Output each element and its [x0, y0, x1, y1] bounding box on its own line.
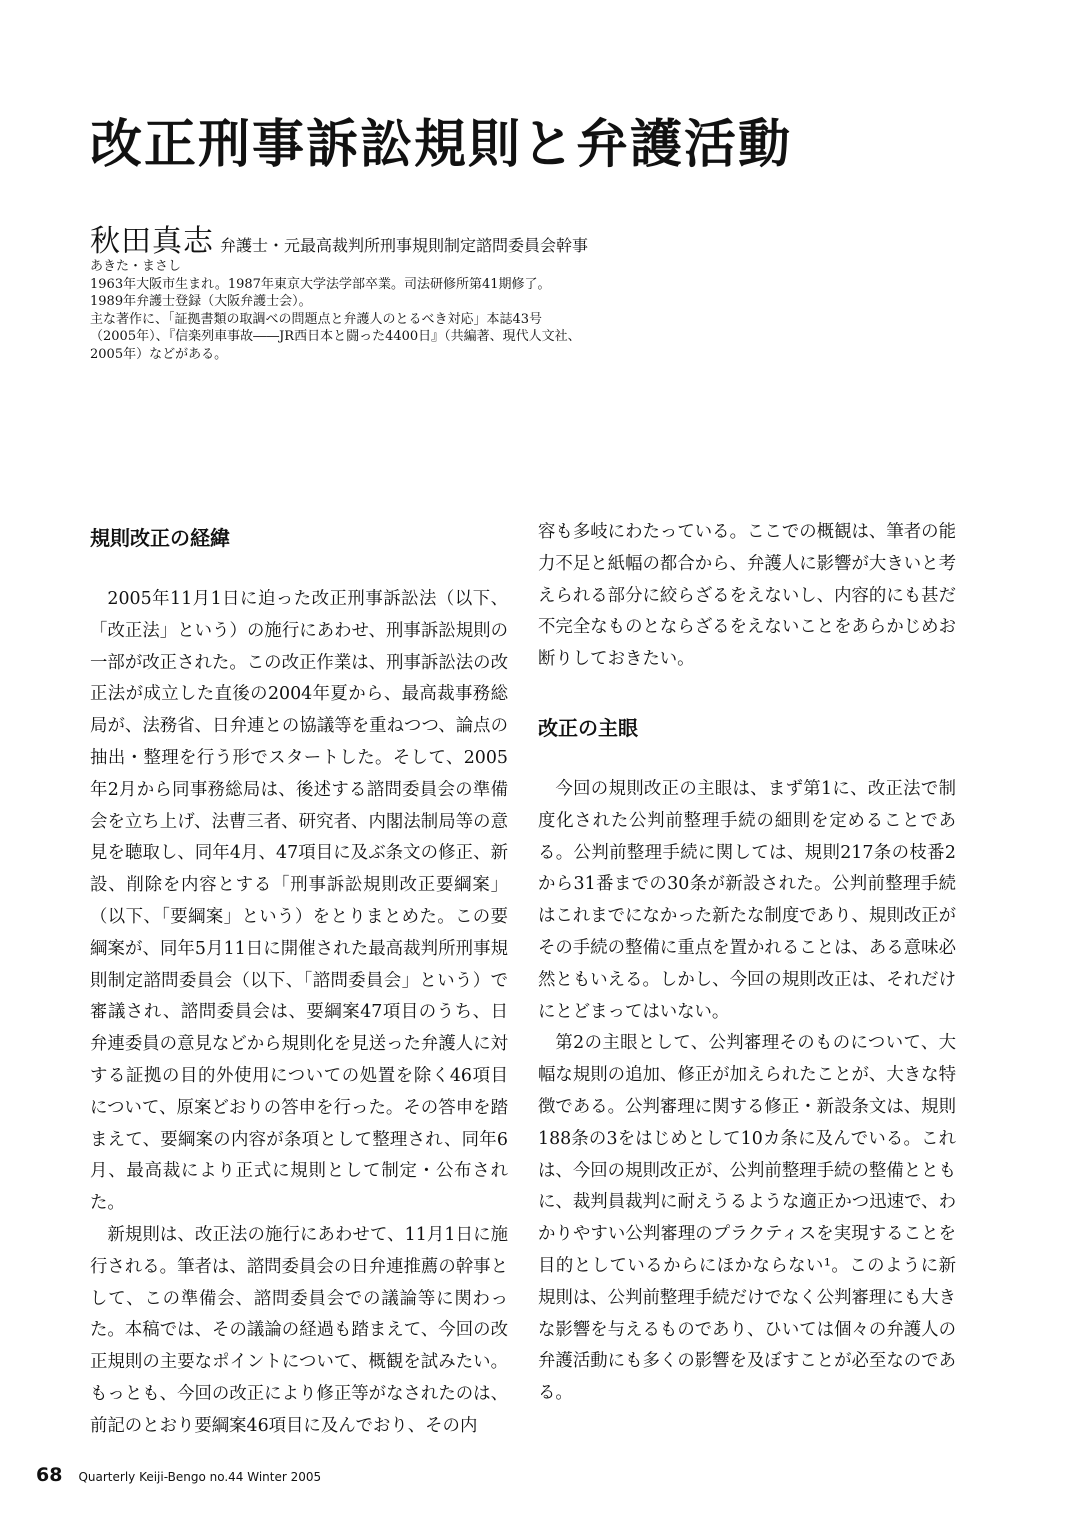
body-paragraph: 第2の主眼として、公判審理そのものについて、大幅な規則の追加、修正が加えられたことが、大きな特徴である。公判審理に関する修正・新設条文は、規則188条の3をはじめとして10カ条に及んでいる。これは、今回の規則改正が、公判前整理手続の整備とともに、裁判員裁判に耐えうるような適正かつ迅速で、わかりやすい公判審理のプラクティスを実現することを目的としているからにほかならない¹。このように新規則は、公判前整理手続だけでなく公判審理にも大きな影響を与えるものであり、ひいては個々の弁護人の弁護活動にも多くの影響を及ぼすことが必至なのである。 — [538, 1033, 956, 1404]
author-line — [90, 216, 588, 260]
bio-line: 2005年）などがある。 — [90, 346, 228, 362]
article-title: 改正刑事訴訟規則と弁護活動 — [90, 115, 793, 175]
left-column — [90, 518, 508, 1443]
journal-name: Quarterly Keiji-Bengo no.44 Winter 2005 — [78, 1470, 322, 1484]
body-paragraph-continued: 容も多岐にわたっている。ここでの概観は、筆者の能力不足と紙幅の都合から、弁護人に影響が大きいと考えられる部分に絞らざるをえないし、内容的にも甚だ不完全なものとならざるをえないことをあらかじめお断りしておきたい。 — [538, 522, 956, 670]
bio-line: （2005年）、『信楽列車事故――JR西日本と闘った4400日』（共編著、現代人文社、 — [90, 329, 581, 344]
body-paragraph: 新規則は、改正法の施行にあわせて、11月1日に施行される。筆者は、諮問委員会の日弁連推薦の幹事として、この準備会、諮問委員会での議論等に関わった。本稿では、その議論の経過も踏まえて、今回の改正規則の主要なポイントについて、概観を試みたい。もっとも、今回の改正により修正等がなされたのは、前記のとおり要綱案46項目に及んでおり、その内 — [90, 1224, 508, 1436]
body-paragraph: 今回の規則改正の主眼は、まず第1に、改正法で制度化された公判前整理手続の細則を定めることである。公判前整理手続に関しては、規則217条の枝番2から31番までの30条が新設された。公判前整理手続はこれまでになかった新たな制度であり、規則改正がその手続の整備に重点を置かれることは、ある意味必然ともいえる。しかし、今回の規則改正は、それだけにとどまってはいない。 — [538, 778, 956, 1022]
author-name: 秋田真志 — [90, 224, 214, 259]
section-heading: 規則改正の経緯 — [90, 526, 230, 550]
right-column — [538, 517, 956, 1410]
page-number: 68 — [36, 1464, 63, 1486]
bio-line: 1963年大阪市生まれ。1987年東京大学法学部卒業。司法研修所第41期修了。 — [90, 276, 551, 292]
author-bio — [90, 258, 620, 363]
bio-line: 1989年弁護士登録（大阪弁護士会）。 — [90, 294, 312, 309]
body-paragraph: 2005年11月1日に迫った改正刑事訴訟法（以下、「改正法」という）の施行にあわせ、刑事訴訟規則の一部が改正された。この改正作業は、刑事訴訟法の改正法が成立した直後の2004年夏から、最高裁事務総局が、法務省、日弁連との協議等を重ねつつ、論点の抽出・整理を行う形でスタートした。そして、2005年2月から同事務総局は、後述する諮問委員会の準備会を立ち上げ、法曹三者、研究者、内閣法制局等の意見を聴取し、同年4月、47項目に及ぶ条文の修正、新設、削除を内容とする「刑事訴訟規則改正要綱案」（以下、「要綱案」という）をとりまとめた。この要綱案が、同年5月11日に開催された最高裁判所刑事規則制定諮問委員会（以下、「諮問委員会」という）で審議され、諮問委員会は、要綱案47項目のうち、日弁連委員の意見などから規則化を見送った弁護人に対する証拠の目的外使用についての処置を除く46項目について、原案どおりの答申を行った。その答申を踏まえて、要綱案の内容が条項として整理され、同年6月、最高裁により正式に規則として制定・公布された。 — [90, 589, 508, 1214]
bio-line: 主な著作に、「証拠書類の取調べの問題点と弁護人のとるべき対応」本誌43号 — [90, 311, 543, 327]
section-heading: 改正の主眼 — [538, 715, 638, 740]
author-role: 弁護士・元最高裁判所刑事規則制定諮問委員会幹事 — [220, 236, 589, 255]
page-footer — [36, 1464, 321, 1486]
bio-line: あきた・まさし — [90, 259, 182, 274]
